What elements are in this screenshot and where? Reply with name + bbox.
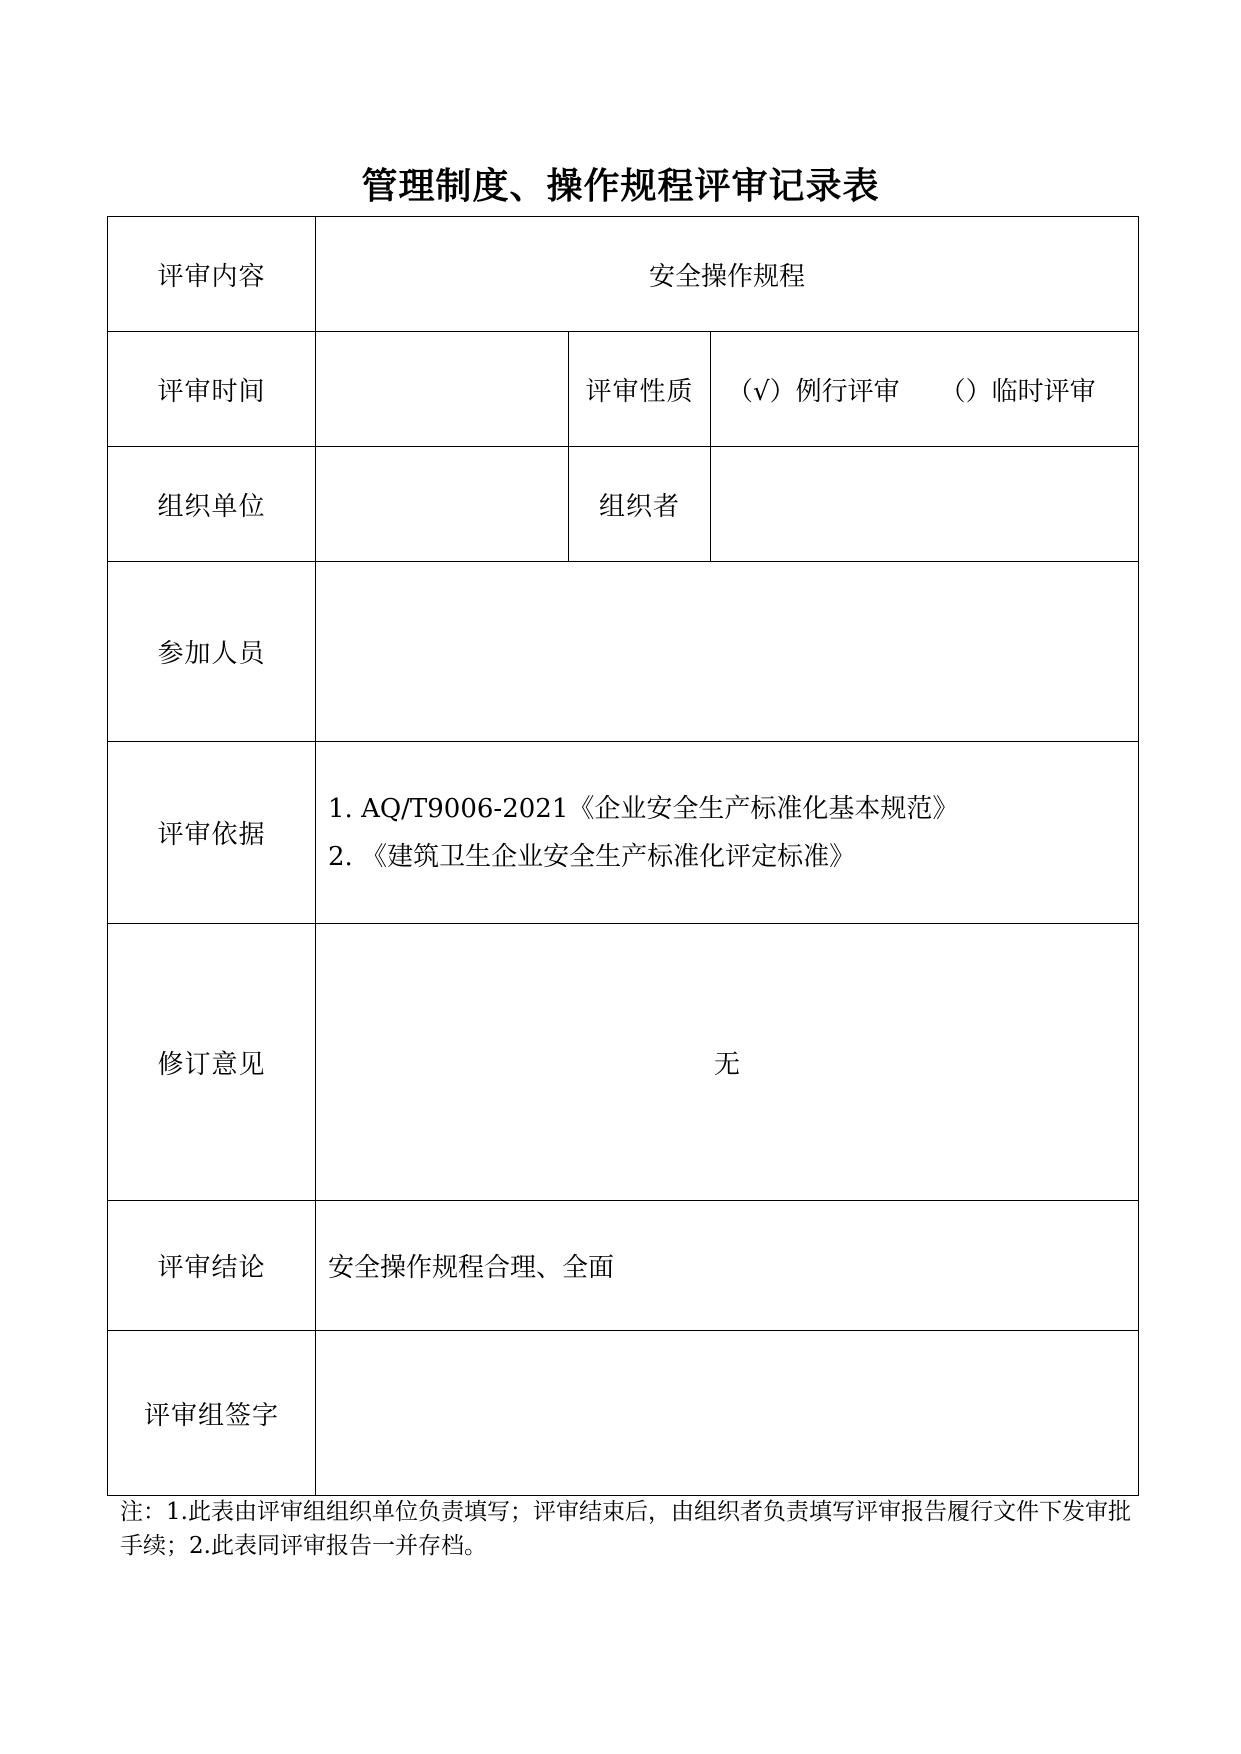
review-signature-value [316,1331,1139,1496]
revision-opinion-value: 无 [316,924,1139,1201]
basis-item-1: 1. AQ/T9006-2021《企业安全生产标准化基本规范》 [328,793,959,824]
participants-value [316,562,1139,742]
row-review-conclusion [108,1201,1139,1331]
review-basis-value [316,742,1139,924]
temporary-review-option: （）临时评审 [939,376,1096,407]
review-record-table [107,216,1139,1496]
review-nature-label: 评审性质 [569,332,711,447]
review-basis-label: 评审依据 [108,742,316,924]
organizer-label: 组织者 [569,447,711,562]
row-organizing-unit [108,447,1139,562]
review-signature-label: 评审组签字 [108,1331,316,1496]
row-review-content [108,217,1139,332]
basis-item-2: 2. 《建筑卫生企业安全生产标准化评定标准》 [328,841,856,872]
row-review-signature [108,1331,1139,1496]
organizing-unit-label: 组织单位 [108,447,316,562]
review-time-value [316,332,569,447]
row-participants [108,562,1139,742]
review-nature-options [711,332,1139,447]
review-content-label: 评审内容 [108,217,316,332]
page-title: 管理制度、操作规程评审记录表 [361,166,880,207]
review-conclusion-value: 安全操作规程合理、全面 [316,1201,1139,1331]
footnote: 注：1.此表由评审组组织单位负责填写；评审结束后，由组织者负责填写评审报告履行文件下发审批手续；2.此表同评审报告一并存档。 [120,1499,1131,1559]
row-review-time [108,332,1139,447]
row-review-basis [108,742,1139,924]
review-conclusion-label: 评审结论 [108,1201,316,1331]
revision-opinion-label: 修订意见 [108,924,316,1201]
organizing-unit-value [316,447,569,562]
row-revision-opinion [108,924,1139,1201]
review-content-value: 安全操作规程 [316,217,1139,332]
routine-review-option: （√）例行评审 [727,376,900,407]
review-time-label: 评审时间 [108,332,316,447]
organizer-value [711,447,1139,562]
participants-label: 参加人员 [108,562,316,742]
